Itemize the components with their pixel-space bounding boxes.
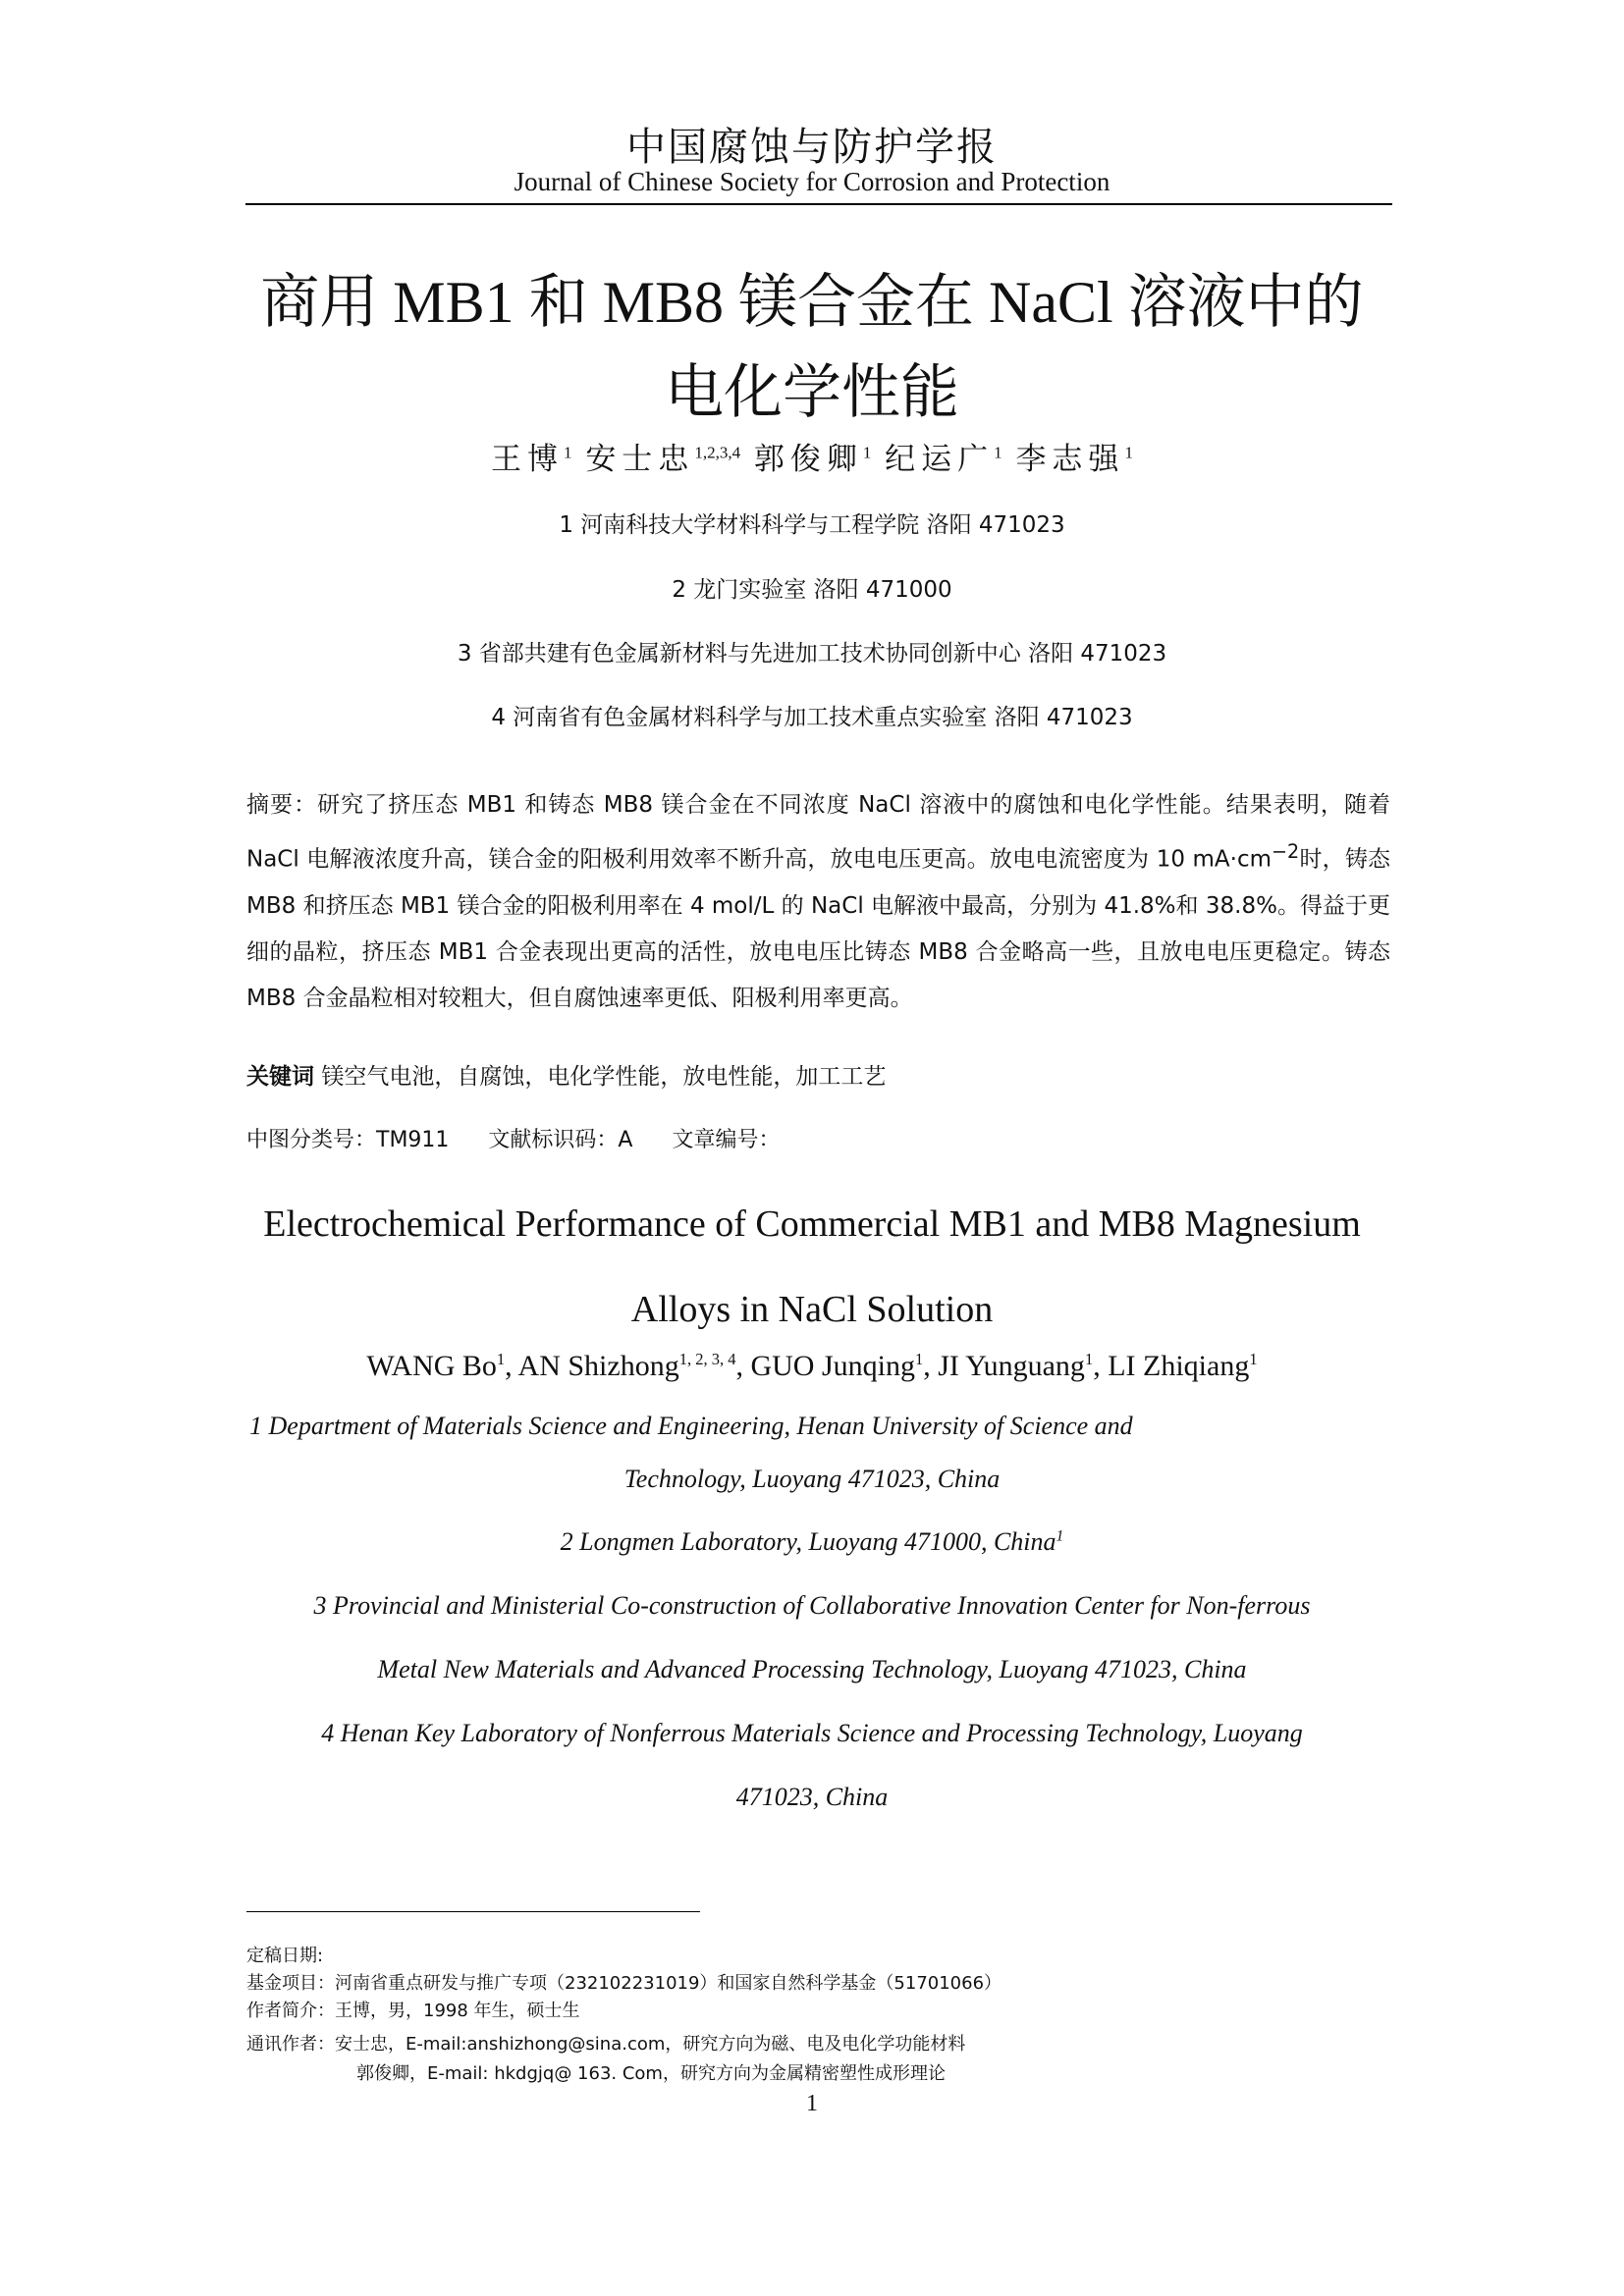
clc-number: 中图分类号：TM911 xyxy=(246,1128,450,1152)
abstract-text-part1: 摘要：研究了挤压态 MB1 和铸态 MB8 镁合金在不同浓度 NaCl 溶液中的腐蚀和电化学性能。结果表明，随着 NaCl 电解液浓度升高，镁合金的阳极利用效率不断升高，放电电压更高。放电电流密度为 10 mA·cm xyxy=(246,792,1390,873)
affiliation-en-2-text: 2 Longmen Laboratory, Luoyang 471000, China xyxy=(560,1527,1056,1556)
author-affiliation-mark: 1 xyxy=(496,1350,506,1368)
affiliation-en-2-mark: 1 xyxy=(1056,1527,1064,1545)
header-rule xyxy=(245,203,1392,205)
author-name-cn: 纪运广 xyxy=(885,442,995,476)
paper-title-cn xyxy=(0,257,1624,438)
author-name-en: GUO Junqing xyxy=(750,1350,915,1382)
footnote-author-intro: 作者简介：王博，男，1998 年生，硕士生 xyxy=(246,2001,580,2021)
author-affiliation-mark: 1 xyxy=(862,443,872,462)
author-affiliation-mark: 1 xyxy=(914,1350,924,1368)
footnote-corresponding-1: 通讯作者：安士忠，E-mail:anshizhong@sina.com，研究方向为磁、电及电化学功能材料 xyxy=(246,2034,966,2055)
affiliation-cn-2: 2 龙门实验室 洛阳 471000 xyxy=(672,577,952,603)
affiliation-en-4-line2: 471023, China xyxy=(735,1783,889,1811)
author-name-cn: 王博 xyxy=(491,442,565,476)
author-affiliation-mark: 1 xyxy=(564,443,572,462)
affiliation-en-1-line2: Technology, Luoyang 471023, China xyxy=(623,1465,1001,1493)
footnote-funding: 基金项目：河南省重点研发与推广专项（232102231019）和国家自然科学基金（51701066） xyxy=(246,1973,1002,1994)
document-code: 文献标识码：A xyxy=(488,1128,633,1152)
keywords-cn xyxy=(246,1058,886,1091)
abstract-unit-exponent: −2 xyxy=(1272,840,1300,863)
author-affiliation-mark: 1 xyxy=(994,443,1002,462)
page-number: 1 xyxy=(806,2091,818,2116)
affiliation-en-3-line2: Metal New Materials and Advanced Processing Technology, Luoyang 471023, China xyxy=(377,1655,1247,1683)
author-name-cn: 安士忠 xyxy=(585,442,695,476)
footnote-corresponding-2: 郭俊卿，E-mail: hkdgjq@ 163. Com，研究方向为金属精密塑性成形理论 xyxy=(356,2063,946,2084)
journal-title-en: Journal of Chinese Society for Corrosion and Protection xyxy=(514,167,1110,196)
footnote-date: 定稿日期: xyxy=(246,1946,324,1966)
paper-title-en-line2: Alloys in NaCl Solution xyxy=(630,1289,994,1330)
author-affiliation-mark: 1 xyxy=(1124,443,1133,462)
author-list-en xyxy=(0,1350,1624,1383)
journal-title-cn: 中国腐蚀与防护学报 xyxy=(626,125,998,169)
affiliation-cn-3: 3 省部共建有色金属新材料与先进加工技术协同创新中心 洛阳 471023 xyxy=(457,641,1167,667)
affiliation-en-3-line1: 3 Provincial and Ministerial Co-construction of Collaborative Innovation Center for Non-ferrous xyxy=(313,1591,1311,1620)
affiliation-en-4-line1: 4 Henan Key Laboratory of Nonferrous Materials Science and Processing Technology, Luoyang xyxy=(321,1719,1303,1747)
author-separator: , xyxy=(923,1350,939,1382)
footnote-rule xyxy=(246,1911,700,1912)
author-name-en: JI Yunguang xyxy=(938,1350,1085,1382)
author-list-cn xyxy=(0,434,1624,478)
author-name-en: WANG Bo xyxy=(366,1350,497,1382)
affiliation-cn-1: 1 河南科技大学材料科学与工程学院 洛阳 471023 xyxy=(559,512,1065,538)
classification-line xyxy=(246,1123,781,1153)
keywords-text: 镁空气电池，自腐蚀，电化学性能，放电性能，加工工艺 xyxy=(321,1064,887,1090)
abstract-text-part2: 时，铸态 MB8 和挤压态 MB1 镁合金的阳极利用率在 4 mol/L 的 NaCl 电解液中最高，分别为 41.8%和 38.8%。得益于更细的晶粒，挤压态 MB1 合金表现出更高的活性，放电电压比铸态 MB8 合金略高一些，且放电电压更稳定。铸态 MB8 合金晶粒相对较粗大，但自腐蚀速率更低、阳极利用率更高。 xyxy=(246,846,1391,1011)
paper-title-en-line1: Electrochemical Performance of Commercial MB1 and MB8 Magnesium xyxy=(263,1203,1361,1245)
author-name-en: LI Zhiqiang xyxy=(1108,1350,1250,1382)
paper-title-cn-line2: 电化学性能 xyxy=(665,360,959,425)
article-number: 文章编号： xyxy=(672,1128,781,1152)
author-affiliation-mark: 1,2,3,4 xyxy=(694,443,741,462)
author-separator: , xyxy=(735,1350,751,1382)
paper-title-en xyxy=(0,1182,1624,1353)
affiliation-cn-4: 4 河南省有色金属材料科学与加工技术重点实验室 洛阳 471023 xyxy=(491,705,1133,730)
paper-title-cn-line1: 商用 MB1 和 MB8 镁合金在 NaCl 溶液中的 xyxy=(260,270,1364,335)
author-separator: , xyxy=(505,1350,518,1382)
keywords-label: 关键词 xyxy=(246,1064,314,1090)
affiliation-en-1-line1: 1 Department of Materials Science and Engineering, Henan University of Science and xyxy=(249,1412,1133,1440)
author-name-cn: 郭俊卿 xyxy=(753,442,863,476)
author-affiliation-mark: 1 xyxy=(1084,1350,1094,1368)
author-affiliation-mark: 1 xyxy=(1249,1350,1258,1368)
affiliation-en-2 xyxy=(0,1527,1624,1557)
author-affiliation-mark: 1, 2, 3, 4 xyxy=(678,1350,736,1368)
author-name-cn: 李志强 xyxy=(1015,442,1125,476)
abstract-cn xyxy=(246,782,1390,1022)
author-separator: , xyxy=(1093,1350,1109,1382)
author-name-en: AN Shizhong xyxy=(517,1350,679,1382)
